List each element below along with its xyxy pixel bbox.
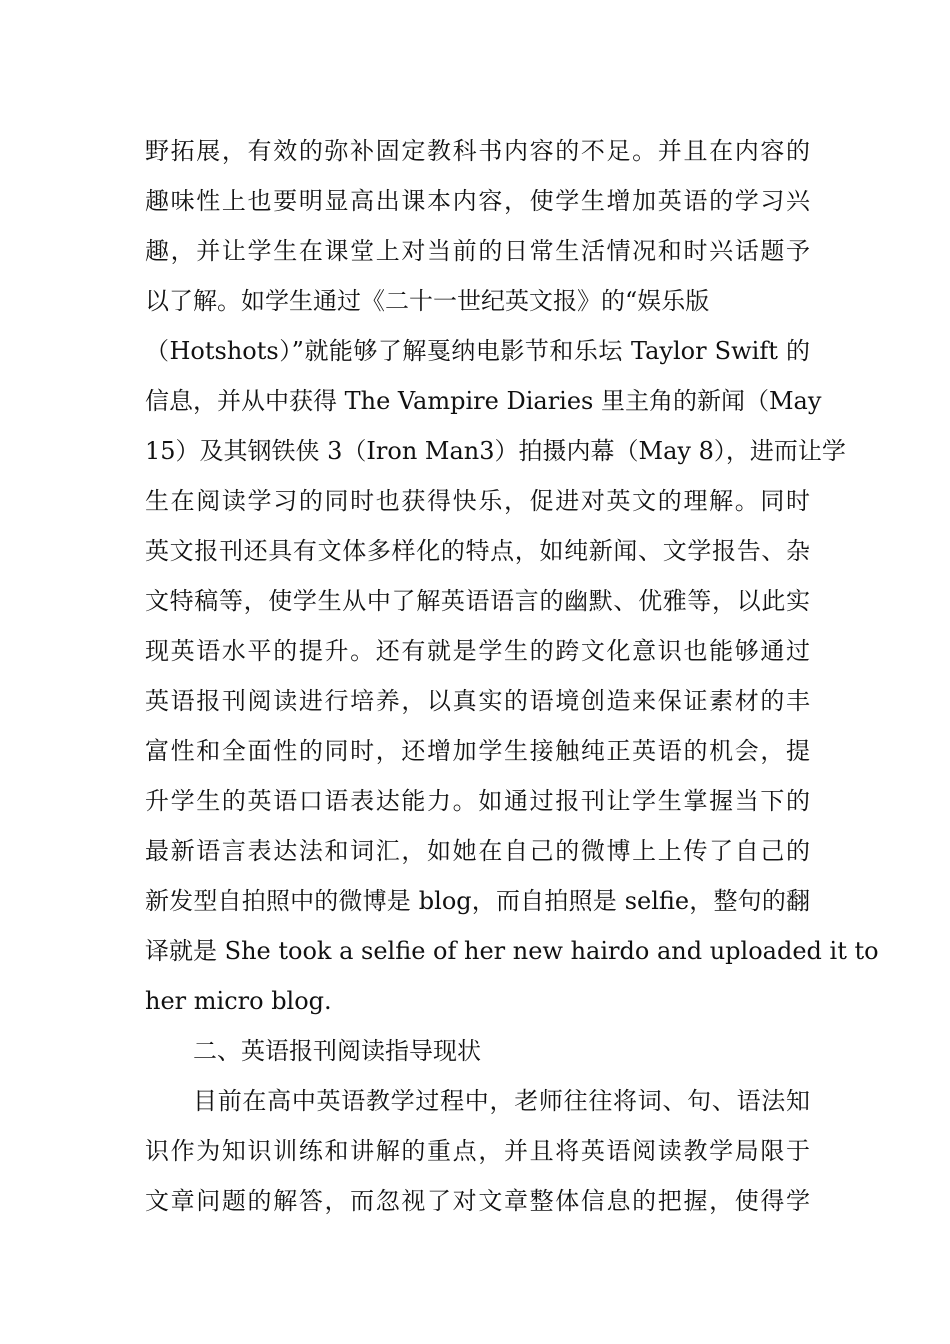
body-text	[145, 126, 879, 1226]
text-line: 文章问题的解答，而忽视了对文章整体信息的把握，使得学	[145, 1187, 810, 1215]
text-line: 英语报刊阅读进行培养，以真实的语境创造来保证素材的丰	[145, 687, 810, 715]
text-line: （Hotshots）”就能够了解戛纳电影节和乐坛 Taylor Swift 的	[145, 337, 810, 365]
text-line: 译就是 She took a selfie of her new hairdo and uploaded it to	[145, 937, 879, 965]
text-line: 文特稿等，使学生从中了解英语语言的幽默、优雅等，以此实	[145, 587, 810, 615]
text-line: 新发型自拍照中的微博是 blog，而自拍照是 selfie，整句的翻	[145, 887, 810, 915]
text-line: 识作为知识训练和讲解的重点，并且将英语阅读教学局限于	[145, 1137, 810, 1165]
text-line: 以了解。如学生通过《二十一世纪英文报》的“娱乐版	[145, 287, 710, 315]
section-heading: 二、英语报刊阅读指导现状	[193, 1037, 481, 1065]
text-line: 15）及其钢铁侠 3（Iron Man3）拍摄内幕（May 8），进而让学	[145, 437, 846, 465]
text-line: 升学生的英语口语表达能力。如通过报刊让学生掌握当下的	[145, 787, 810, 815]
text-line: 趣味性上也要明显高出课本内容，使学生增加英语的学习兴	[145, 187, 810, 215]
text-line: 野拓展，有效的弥补固定教科书内容的不足。并且在内容的	[145, 137, 810, 165]
text-line: 趣，并让学生在课堂上对当前的日常生活情况和时兴话题予	[145, 237, 810, 265]
text-line: her micro blog.	[145, 987, 332, 1015]
text-line: 目前在高中英语教学过程中，老师往往将词、句、语法知	[193, 1087, 810, 1115]
text-line: 信息，并从中获得 The Vampire Diaries 里主角的新闻（May	[145, 387, 822, 415]
text-line: 富性和全面性的同时，还增加学生接触纯正英语的机会，提	[145, 737, 810, 765]
text-line: 生在阅读学习的同时也获得快乐，促进对英文的理解。同时	[145, 487, 810, 515]
text-line: 英文报刊还具有文体多样化的特点，如纯新闻、文学报告、杂	[145, 537, 810, 565]
text-line: 最新语言表达法和词汇，如她在自己的微博上上传了自己的	[145, 837, 810, 865]
text-line: 现英语水平的提升。还有就是学生的跨文化意识也能够通过	[145, 637, 810, 665]
